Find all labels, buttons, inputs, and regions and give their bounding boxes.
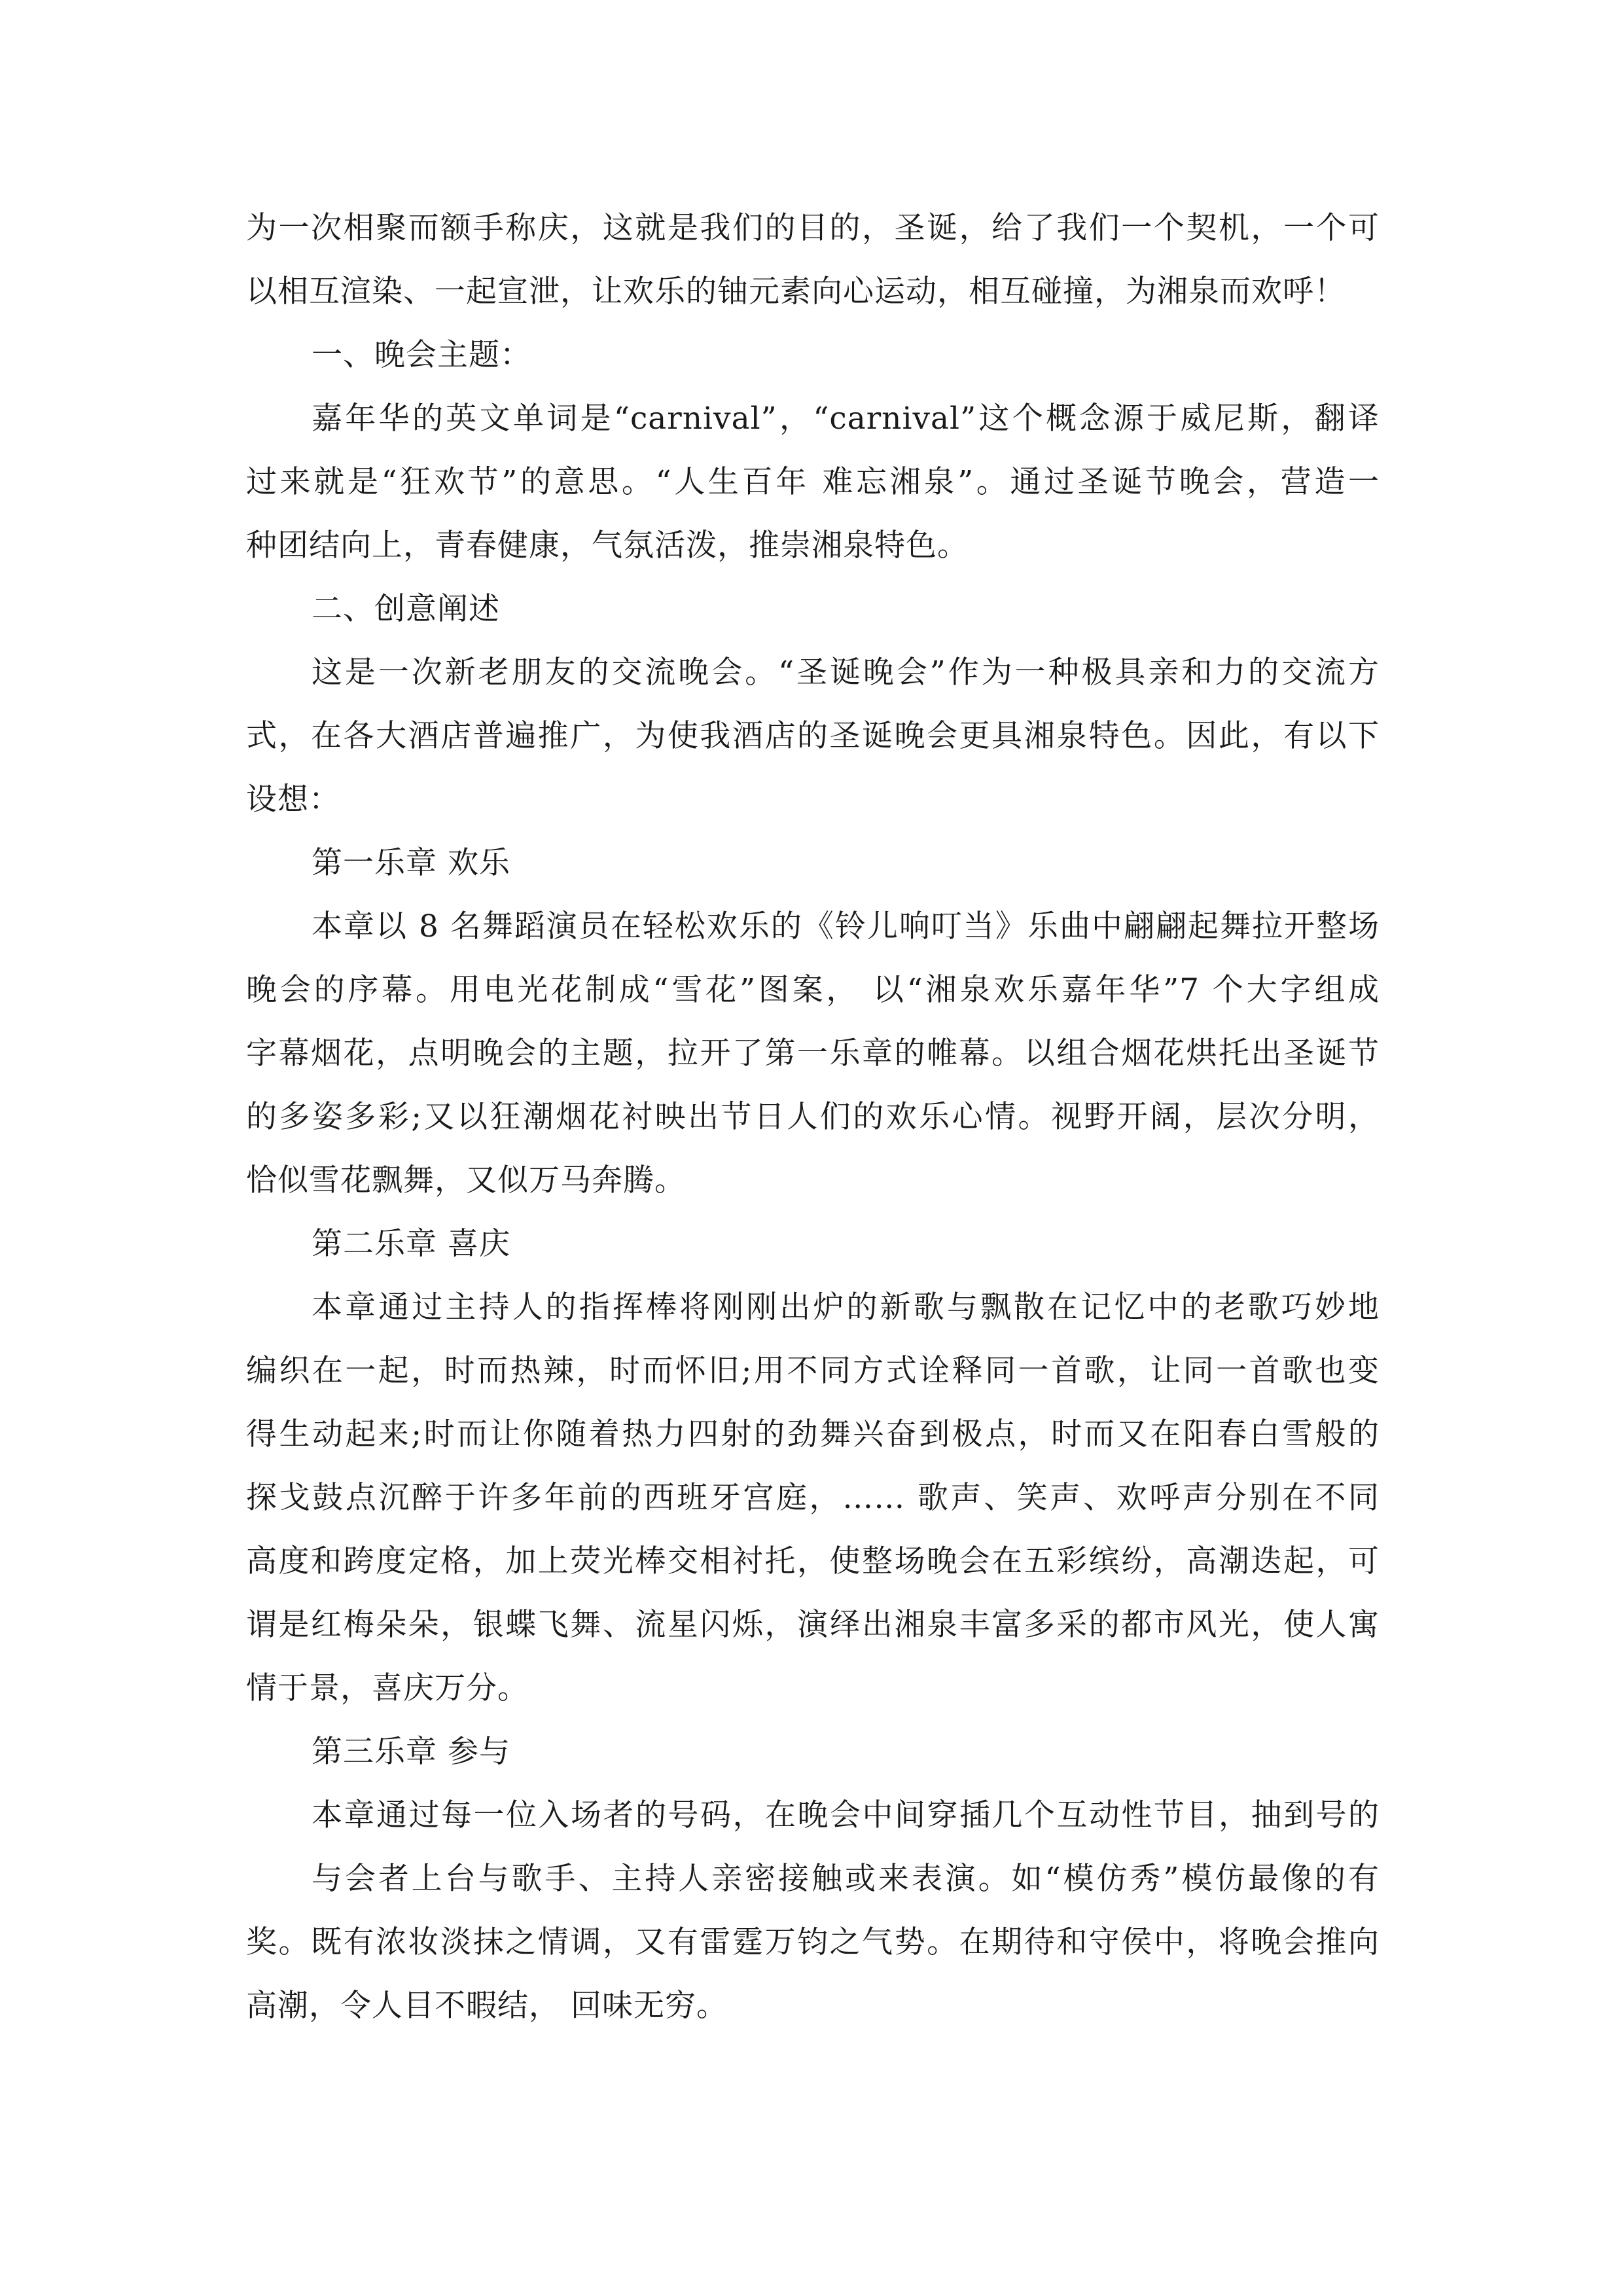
paragraph-line: 以相互渲染、一起宣泄，让欢乐的铀元素向心运动，相互碰撞，为湘泉而欢呼！ [246, 274, 1346, 310]
paragraph-line: 的多姿多彩;又以狂潮烟花衬映出节日人们的欢乐心情。视野开阔，层次分明， [246, 1099, 1380, 1135]
section-heading: 二、创意阐述 [312, 591, 500, 627]
paragraph-line: 这是一次新老朋友的交流晚会。“圣诞晚会”作为一种极具亲和力的交流方 [312, 655, 1380, 691]
paragraph-line: 编织在一起，时而热辣，时而怀旧;用不同方式诠释同一首歌，让同一首歌也变 [246, 1353, 1380, 1389]
paragraph-line: 为一次相聚而额手称庆，这就是我们的目的，圣诞，给了我们一个契机，一个可 [246, 210, 1380, 246]
paragraph-line: 晚会的序幕。用电光花制成“雪花”图案， 以“湘泉欢乐嘉年华”7 个大字组成 [246, 972, 1380, 1008]
paragraph-line: 式，在各大酒店普遍推广，为使我酒店的圣诞晚会更具湘泉特色。因此，有以下 [246, 718, 1380, 754]
paragraph-line: 嘉年华的英文单词是“carnival”，“carnival”这个概念源于威尼斯，翻译 [312, 401, 1380, 437]
paragraph-line: 得生动起来;时而让你随着热力四射的劲舞兴奋到极点，时而又在阳春白雪般的 [246, 1416, 1380, 1452]
paragraph-line: 过来就是“狂欢节”的意思。“人生百年 难忘湘泉”。通过圣诞节晚会，营造一 [246, 464, 1380, 500]
paragraph-line: 情于景，喜庆万分。 [246, 1670, 529, 1706]
paragraph-line: 本章以 8 名舞蹈演员在轻松欢乐的《铃儿响叮当》乐曲中翩翩起舞拉开整场 [312, 908, 1380, 944]
paragraph-line: 探戈鼓点沉醉于许多年前的西班牙宫庭，…… 歌声、笑声、欢呼声分别在不同 [246, 1480, 1380, 1516]
paragraph-line: 高潮，令人目不暇结， 回味无穷。 [246, 1988, 728, 2024]
paragraph-line: 恰似雪花飘舞，又似万马奔腾。 [246, 1162, 686, 1198]
paragraph-line: 奖。既有浓妆淡抹之情调，又有雷霆万钧之气势。在期待和守侯中，将晚会推向 [246, 1924, 1380, 1960]
paragraph-line: 谓是红梅朵朵，银蝶飞舞、流星闪烁，演绎出湘泉丰富多采的都市风光，使人寓 [246, 1607, 1380, 1643]
paragraph-line: 设想： [246, 781, 340, 817]
paragraph-line: 本章通过每一位入场者的号码，在晚会中间穿插几个互动性节目，抽到号的 [312, 1797, 1380, 1833]
movement-heading: 第二乐章 喜庆 [312, 1226, 510, 1262]
section-heading: 一、晚会主题： [312, 337, 531, 373]
movement-heading: 第三乐章 参与 [312, 1734, 510, 1770]
paragraph-line: 字幕烟花，点明晚会的主题，拉开了第一乐章的帷幕。以组合烟花烘托出圣诞节 [246, 1035, 1380, 1071]
paragraph-line: 高度和跨度定格，加上荧光棒交相衬托，使整场晚会在五彩缤纷，高潮迭起，可 [246, 1543, 1380, 1579]
movement-heading: 第一乐章 欢乐 [312, 845, 510, 881]
document-body [246, 196, 1380, 2037]
paragraph-line: 与会者上台与歌手、主持人亲密接触或来表演。如“模仿秀”模仿最像的有 [312, 1861, 1380, 1897]
paragraph-line: 种团结向上，青春健康，气氛活泼，推崇湘泉特色。 [246, 528, 969, 564]
paragraph-line: 本章通过主持人的指挥棒将刚刚出炉的新歌与飘散在记忆中的老歌巧妙地 [312, 1289, 1380, 1325]
